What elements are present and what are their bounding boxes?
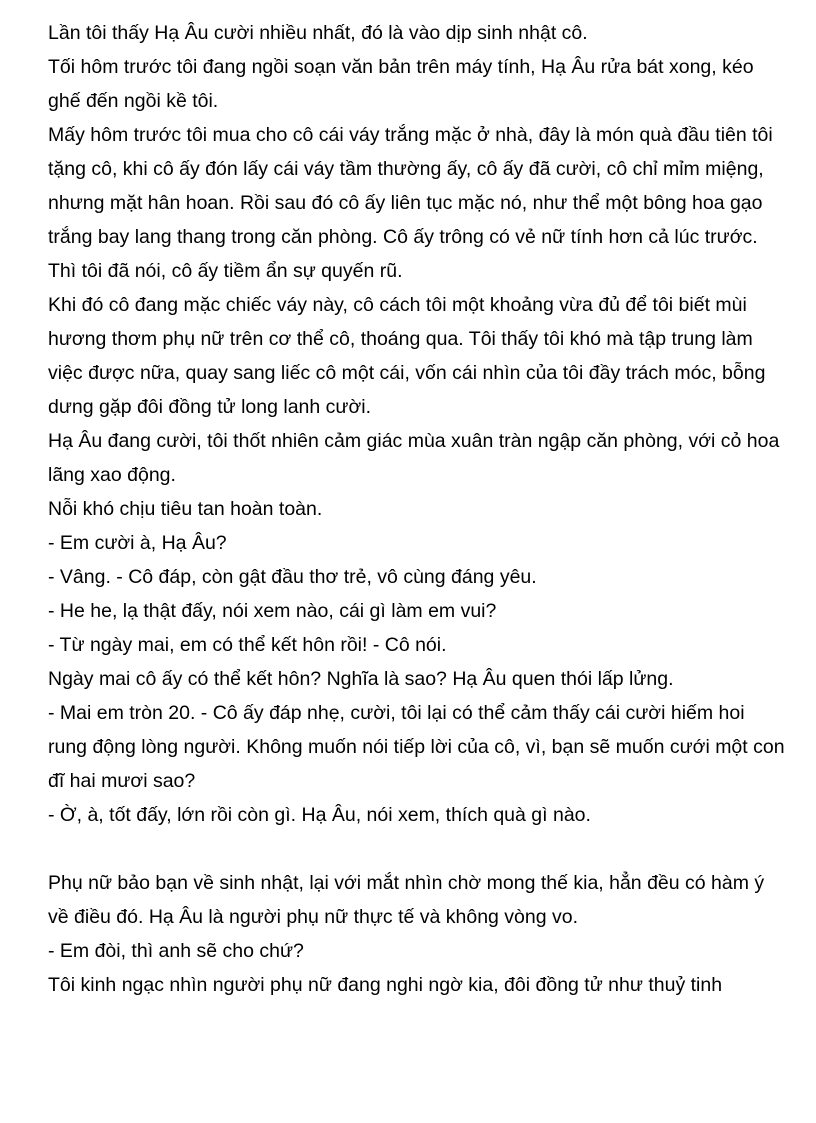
dialogue-line: - He he, lạ thật đấy, nói xem nào, cái gì làm em vui? — [48, 600, 497, 622]
paragraph: Thì tôi đã nói, cô ấy tiềm ẩn sự quyến rũ. — [48, 260, 403, 282]
dialogue-line: - Em cười à, Hạ Âu? — [48, 532, 227, 554]
paragraph: Tôi kinh ngạc nhìn người phụ nữ đang nghi ngờ kia, đôi đồng tử như thuỷ tinh — [48, 974, 723, 996]
paragraph: Hạ Âu đang cười, tôi thốt nhiên cảm giác mùa xuân tràn ngập căn phòng, với cỏ hoa lãng xao động. — [48, 430, 780, 486]
paragraph: Khi đó cô đang mặc chiếc váy này, cô cách tôi một khoảng vừa đủ để tôi biết mùi hương thơm phụ nữ trên cơ thể cô, thoáng qua. Tôi thấy tôi khó mà tập trung làm việc được nữa, quay sang liếc cô một cái, vốn cái nhìn của tôi đầy trách móc, bỗng dưng gặp đôi đồng tử long lanh cười. — [48, 294, 766, 418]
dialogue-line: - Em đòi, thì anh sẽ cho chứ? — [48, 940, 304, 962]
paragraph: Mấy hôm trước tôi mua cho cô cái váy trắng mặc ở nhà, đây là món quà đầu tiên tôi tặng cô, khi cô ấy đón lấy cái váy tầm thường ấy, cô ấy đã cười, cô chỉ mỉm miệng, nhưng mặt hân hoan. Rồi sau đó cô ấy liên tục mặc nó, như thể một bông hoa gạo trắng bay lang thang trong căn phòng. Cô ấy trông có vẻ nữ tính hơn cả lúc trước. — [48, 124, 773, 248]
paragraph: Nỗi khó chịu tiêu tan hoàn toàn. — [48, 498, 323, 520]
paragraph: Tối hôm trước tôi đang ngồi soạn văn bản trên máy tính, Hạ Âu rửa bát xong, kéo ghế đến ngồi kề tôi. — [48, 56, 754, 112]
paragraph: Phụ nữ bảo bạn về sinh nhật, lại với mắt nhìn chờ mong thế kia, hẳn đều có hàm ý về điều đó. Hạ Âu là người phụ nữ thực tế và không vòng vo. — [48, 872, 765, 928]
paragraph: Lần tôi thấy Hạ Âu cười nhiều nhất, đó là vào dịp sinh nhật cô. — [48, 22, 588, 44]
paragraph: Ngày mai cô ấy có thể kết hôn? Nghĩa là sao? Hạ Âu quen thói lấp lửng. — [48, 668, 674, 690]
dialogue-line: - Từ ngày mai, em có thể kết hôn rồi! - Cô nói. — [48, 634, 447, 656]
document-body — [48, 16, 788, 1002]
dialogue-line: - Mai em tròn 20. - Cô ấy đáp nhẹ, cười, tôi lại có thể cảm thấy cái cười hiếm hoi rung động lòng người. Không muốn nói tiếp lời của cô, vì, bạn sẽ muốn cưới một con đĩ hai mươi sao? — [48, 702, 785, 792]
dialogue-line: - Vâng. - Cô đáp, còn gật đầu thơ trẻ, vô cùng đáng yêu. — [48, 566, 537, 588]
dialogue-line: - Ờ, à, tốt đấy, lớn rồi còn gì. Hạ Âu, nói xem, thích quà gì nào. — [48, 804, 591, 826]
paragraph-break — [48, 832, 788, 866]
